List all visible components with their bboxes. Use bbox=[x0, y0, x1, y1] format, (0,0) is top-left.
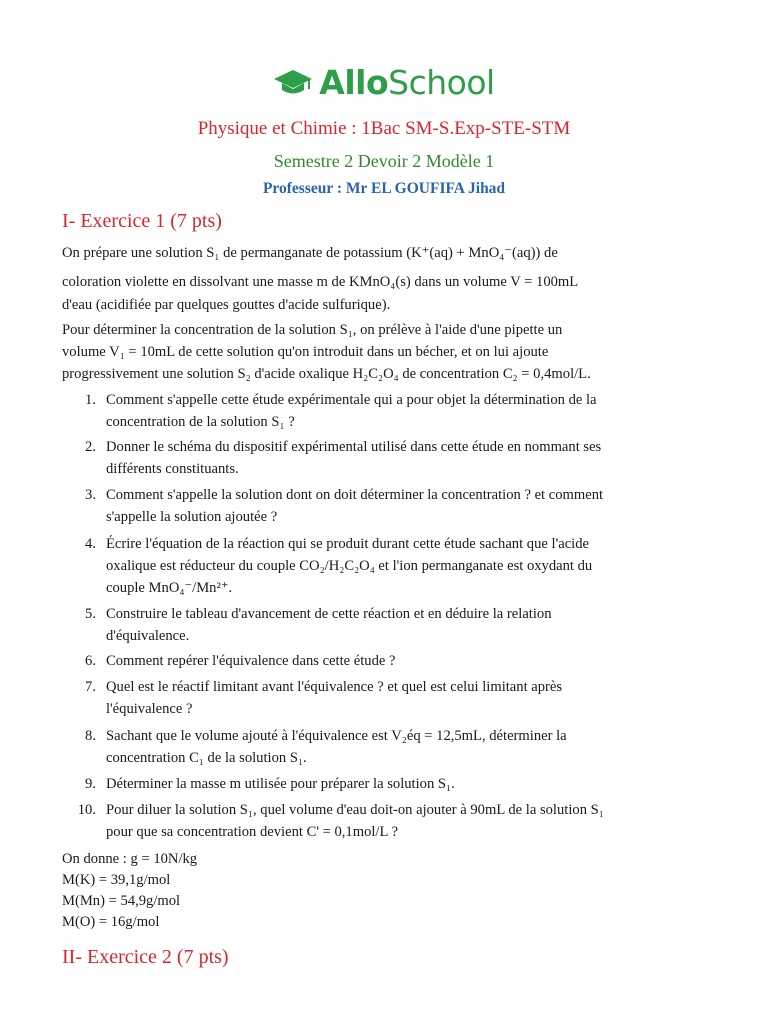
question-number: 3. bbox=[85, 487, 96, 503]
question-number: 2. bbox=[85, 439, 96, 455]
question-item bbox=[62, 773, 722, 795]
question-line: Construire le tableau d'avancement de cette réaction et en déduire la relation bbox=[106, 606, 552, 622]
question-item bbox=[62, 484, 722, 528]
question-line: concentration de la solution S₁ ? bbox=[106, 414, 295, 430]
question-number: 10. bbox=[77, 802, 96, 818]
question-line: Quel est le réactif limitant avant l'équivalence ? et quel est celui limitant après bbox=[106, 679, 563, 695]
question-line: Pour diluer la solution S₁, quel volume d'eau doit-on ajouter à 90mL de la solution S₁ bbox=[106, 802, 604, 818]
given-line: M(O) = 16g/mol bbox=[62, 914, 160, 930]
question-line: l'équivalence ? bbox=[106, 701, 193, 717]
logo-text bbox=[319, 63, 495, 102]
question-item bbox=[62, 676, 722, 720]
exercise1-title: I- Exercice 1 (7 pts) bbox=[62, 210, 222, 232]
question-line: Donner le schéma du dispositif expérimental utilisé dans cette étude en nommant ses bbox=[106, 439, 602, 455]
question-text bbox=[106, 389, 722, 433]
logo-text-part2: School bbox=[388, 63, 495, 102]
intro-line: d'eau (acidifiée par quelques gouttes d'acide sulfurique). bbox=[62, 297, 391, 313]
question-number: 7. bbox=[85, 679, 96, 695]
question-line: Comment repérer l'équivalence dans cette étude ? bbox=[106, 653, 396, 669]
document-title: Physique et Chimie : 1Bac SM-S.Exp-STE-STM bbox=[197, 118, 571, 139]
question-line: concentration C₁ de la solution S₁. bbox=[106, 750, 307, 766]
question-number: 8. bbox=[85, 728, 96, 744]
alloschool-logo[interactable] bbox=[0, 63, 768, 102]
question-text bbox=[106, 799, 722, 843]
question-number: 1. bbox=[85, 392, 96, 408]
question-line: Écrire l'équation de la réaction qui se produit durant cette étude sachant que l'acide bbox=[106, 536, 589, 552]
question-line: d'équivalence. bbox=[106, 628, 190, 644]
intro-line: volume V₁ = 10mL de cette solution qu'on introduit dans un bécher, et on lui ajoute bbox=[62, 344, 549, 360]
given-line: M(Mn) = 54,9g/mol bbox=[62, 893, 181, 909]
question-text bbox=[106, 533, 722, 599]
question-line: Comment s'appelle cette étude expérimentale qui a pour objet la détermination de la bbox=[106, 392, 597, 408]
question-line: Sachant que le volume ajouté à l'équivalence est V₂éq = 12,5mL, déterminer la bbox=[106, 728, 567, 744]
intro-line: On prépare une solution S₁ de permanganate de potassium (K⁺(aq) + MnO₄⁻(aq)) de bbox=[62, 245, 558, 261]
question-line: couple MnO₄⁻/Mn²⁺. bbox=[106, 580, 233, 596]
question-item bbox=[62, 389, 722, 433]
graduation-cap-icon bbox=[273, 68, 313, 98]
exercise2-title: II- Exercice 2 (7 pts) bbox=[62, 946, 229, 968]
professor-name: Professeur : Mr EL GOUFIFA Jihad bbox=[262, 180, 506, 197]
given-line: On donne : g = 10N/kg bbox=[62, 851, 198, 867]
question-number: 4. bbox=[85, 536, 96, 552]
intro-line: coloration violette en dissolvant une masse m de KMnO₄(s) dans un volume V = 100mL bbox=[62, 274, 579, 290]
question-item bbox=[62, 799, 722, 843]
logo-text-part1: Allo bbox=[319, 63, 389, 102]
intro-line: progressivement une solution S₂ d'acide oxalique H₂C₂O₄ de concentration C₂ = 0,4mol/L. bbox=[62, 366, 591, 382]
question-item bbox=[62, 533, 722, 599]
question-item bbox=[62, 603, 722, 647]
question-line: oxalique est réducteur du couple CO₂/H₂C₂O₄ et l'ion permanganate est oxydant du bbox=[106, 558, 593, 574]
question-text bbox=[106, 773, 722, 795]
question-item bbox=[62, 725, 722, 769]
question-number: 5. bbox=[85, 606, 96, 622]
question-text bbox=[106, 725, 722, 769]
question-item bbox=[62, 650, 722, 672]
question-text bbox=[106, 484, 722, 528]
question-text bbox=[106, 603, 722, 647]
intro-line: Pour déterminer la concentration de la solution S₁, on prélève à l'aide d'une pipette un bbox=[62, 322, 563, 338]
question-number: 9. bbox=[85, 776, 96, 792]
given-line: M(K) = 39,1g/mol bbox=[62, 872, 171, 888]
question-item bbox=[62, 436, 722, 480]
question-line: s'appelle la solution ajoutée ? bbox=[106, 509, 278, 525]
question-line: pour que sa concentration devient C' = 0,1mol/L ? bbox=[106, 824, 398, 840]
question-line: Déterminer la masse m utilisée pour préparer la solution S₁. bbox=[106, 776, 455, 792]
question-line: différents constituants. bbox=[106, 461, 239, 477]
question-text bbox=[106, 436, 722, 480]
question-number: 6. bbox=[85, 653, 96, 669]
question-line: Comment s'appelle la solution dont on doit déterminer la concentration ? et comment bbox=[106, 487, 604, 503]
question-text bbox=[106, 650, 722, 672]
question-text bbox=[106, 676, 722, 720]
document-subtitle: Semestre 2 Devoir 2 Modèle 1 bbox=[273, 151, 495, 171]
